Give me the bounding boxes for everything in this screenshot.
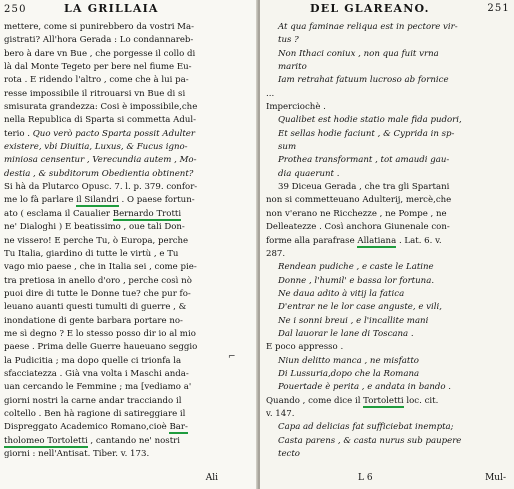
text-segment: Rendean pudiche , e caste le Latine xyxy=(278,262,434,273)
text-line xyxy=(266,101,510,114)
text-segment: tus ? xyxy=(278,35,299,46)
text-line xyxy=(266,34,510,47)
text-segment: mettere, come si punirebbero da vostri Ma- xyxy=(4,22,195,32)
text-line xyxy=(4,194,252,207)
text-segment: ato ( esclama il Caualier xyxy=(4,208,113,219)
text-line xyxy=(4,341,252,354)
text-segment: me lo fà parlare xyxy=(4,195,77,206)
text-segment: non si commetteuano Adulterij, mercè,che xyxy=(266,195,452,206)
text-segment: tra pretiosa in anello d'oro , perche così nò xyxy=(4,275,192,286)
text-segment: . O paese fortun- xyxy=(118,195,195,206)
text-segment: non v'erano ne Ricchezze , ne Pompe , ne xyxy=(266,208,447,219)
text-segment: At qua faminae reliqua est in pectore vir- xyxy=(278,22,458,32)
text-segment: Dal lauorar le lane di Toscana . xyxy=(278,328,414,339)
text-line xyxy=(266,221,510,234)
text-line xyxy=(4,381,252,394)
text-line xyxy=(266,395,510,408)
text-segment: Dispreggato Academico Romano,cioè xyxy=(4,422,170,433)
text-segment: sum xyxy=(278,142,297,153)
left-running-title: LA GRILLAIA xyxy=(64,2,159,15)
text-line xyxy=(4,275,252,288)
text-line xyxy=(4,301,252,314)
text-line xyxy=(266,341,510,354)
text-line xyxy=(4,114,252,127)
text-line xyxy=(266,248,510,261)
text-segment: v. 147. xyxy=(266,408,295,419)
text-line xyxy=(4,34,252,47)
text-segment: Non Ithaci coniux , non qua fuit vrna xyxy=(278,48,439,59)
text-line xyxy=(266,355,510,368)
text-segment: ne' Dialoghi ) E beatissimo , oue tali Don- xyxy=(4,222,185,233)
text-line xyxy=(266,448,510,461)
text-line xyxy=(4,221,252,234)
text-segment: bero à dare vn Bue , che porgesse il collo di xyxy=(4,48,196,59)
text-line xyxy=(4,355,252,368)
text-line xyxy=(4,154,252,167)
catchword: Mul- xyxy=(485,473,506,483)
text-segment: puoi dire di tutte le Donne tue? che pur fo- xyxy=(4,288,191,299)
text-line xyxy=(4,261,252,274)
text-segment: leuano auanti questi tumulti di guerre , & xyxy=(4,302,187,313)
text-segment: smisurata grandezza: Cosi è impossibile,che xyxy=(4,102,198,113)
text-line xyxy=(266,114,510,127)
text-segment: giorni : nell'Antisat. Tiber. v. 173. xyxy=(4,449,150,459)
text-segment: dia quaerunt . xyxy=(278,168,340,179)
text-segment: . Lat. 6. v. xyxy=(396,235,442,246)
text-segment: Ne daua adito à vitij la fatica xyxy=(278,288,405,299)
text-segment: vago mio paese , che in Italia sei , come pie- xyxy=(4,262,197,273)
text-segment: Niun delitto manca , ne misfatto xyxy=(278,355,419,366)
text-line xyxy=(266,368,510,381)
text-line xyxy=(266,48,510,61)
text-line xyxy=(4,408,252,421)
text-line xyxy=(266,141,510,154)
text-segment: paese . Prima delle Guerre haueuano seggio xyxy=(4,342,198,353)
text-line xyxy=(4,448,252,461)
text-line xyxy=(266,208,510,221)
text-segment: Tu Italia, giardino di tutte le virtù , e Tu xyxy=(4,248,179,259)
text-segment: uan cercando le Femmine ; ma [vediamo a' xyxy=(4,382,192,393)
text-line xyxy=(266,435,510,448)
text-line xyxy=(266,261,510,274)
text-segment: Si hà da Plutarco Opusc. 7. l. p. 379. confor- xyxy=(4,182,198,193)
text-segment: Casta parens , & casta nurus sub paupere xyxy=(278,435,462,446)
text-line xyxy=(266,288,510,301)
underlined-name: Allatiana xyxy=(357,235,397,246)
text-line xyxy=(266,421,510,434)
text-line xyxy=(4,328,252,341)
text-segment: marito xyxy=(278,62,307,73)
text-segment: rota . E ridendo l'altro , come che à lui pa- xyxy=(4,75,189,86)
text-line xyxy=(4,101,252,114)
right-page-text xyxy=(266,21,510,461)
text-segment: Quo verò pacto Sparta possit Adulter xyxy=(32,128,195,139)
text-segment: coltello . Ben hà ragione di satireggiare il xyxy=(4,408,186,419)
text-line xyxy=(266,154,510,167)
right-page-number: 251 xyxy=(487,3,510,14)
text-segment: , cantando ne' nostri xyxy=(87,435,181,446)
text-line xyxy=(266,128,510,141)
text-segment: Ne i sonni breui , e l'incallite mani xyxy=(278,315,429,326)
text-line xyxy=(266,235,510,248)
text-line xyxy=(4,208,252,221)
text-segment: Di Lussuria,dopo che la Romana xyxy=(278,368,420,379)
underlined-name: Bernardo Trotti xyxy=(112,208,182,219)
right-signature-mark: L 6 xyxy=(358,473,373,483)
text-line xyxy=(4,235,252,248)
text-segment: ... xyxy=(266,88,275,99)
text-segment: tecto xyxy=(278,449,300,459)
text-line xyxy=(4,141,252,154)
text-line xyxy=(4,435,252,448)
text-line xyxy=(266,275,510,288)
right-running-title: DEL GLAREANO. xyxy=(310,2,430,15)
text-segment: terio . xyxy=(4,128,33,139)
text-line xyxy=(266,381,510,394)
text-line xyxy=(266,194,510,207)
text-line xyxy=(266,168,510,181)
text-line xyxy=(4,88,252,101)
text-segment: D'entrar ne le lor case anguste, e vili, xyxy=(278,302,442,313)
text-segment: existere, vbi Diuitia, Luxus, & Fucus igno- xyxy=(4,142,188,153)
text-segment: loc. cit. xyxy=(403,395,439,406)
text-segment: Et sellas hodie faciunt , & Cyprida in sp- xyxy=(278,128,455,139)
text-segment: sfacciatezza . Già vna volta i Maschi anda- xyxy=(4,368,189,379)
underlined-name: Tortoletti xyxy=(363,395,404,406)
text-line xyxy=(4,74,252,87)
text-segment: inondatione di gente barbara portare no- xyxy=(4,315,183,326)
text-line xyxy=(266,61,510,74)
text-line xyxy=(266,315,510,328)
text-line xyxy=(4,315,252,328)
text-line xyxy=(4,128,252,141)
text-line xyxy=(266,21,510,34)
text-segment: resse impossibile il ritrouarsi vn Bue di si xyxy=(4,88,186,99)
left-page-header xyxy=(4,2,252,16)
text-segment: là dal Monte Tegeto per bere nel fiume Eu- xyxy=(4,62,192,73)
text-line xyxy=(4,368,252,381)
text-segment: me sì degno ? E lo stesso posso dir io al mio xyxy=(4,328,196,339)
text-line xyxy=(4,248,252,261)
right-page xyxy=(260,0,514,489)
underlined-name: il Silandri xyxy=(76,195,119,206)
text-segment: Quando , come dice il xyxy=(266,395,364,406)
text-segment: Imperciochè . xyxy=(266,102,326,113)
text-segment: destia , & subditorum Obedientia obtinent? xyxy=(4,168,194,179)
text-line xyxy=(266,301,510,314)
text-segment: E poco appresso . xyxy=(266,342,344,353)
text-segment: giorni nostri la carne andar tracciando il xyxy=(4,395,182,406)
text-line xyxy=(4,395,252,408)
underlined-name: tholomeo Tortoletti xyxy=(4,435,88,446)
text-segment: 287. xyxy=(266,248,286,259)
left-page-number: 250 xyxy=(4,4,27,15)
text-segment: Pouertade è perita , e andata in bando . xyxy=(278,382,451,393)
text-line xyxy=(266,88,510,101)
text-line xyxy=(4,421,252,434)
left-signature-mark: Ali xyxy=(205,473,218,483)
right-page-header xyxy=(266,2,510,16)
text-segment: la Pudicitia ; ma dopo quelle ci trionfa la xyxy=(4,355,182,366)
text-line xyxy=(4,181,252,194)
text-segment: Donne , l'humil' e bassa lor fortuna. xyxy=(278,275,435,286)
text-line xyxy=(266,328,510,341)
text-line xyxy=(266,74,510,87)
text-line xyxy=(4,288,252,301)
text-line xyxy=(266,408,510,421)
text-segment: Qualibet est hodie statio male fida pudori, xyxy=(278,115,462,126)
text-segment: gistrati? All'hora Gerada : Lo condannareb- xyxy=(4,35,194,46)
text-segment: Iam retrahat fatuum lucroso ab fornice xyxy=(278,75,449,86)
text-segment: Delleatezze . Così anchora Giunenale con- xyxy=(266,222,450,233)
text-line xyxy=(4,168,252,181)
margin-mark: ⌐ xyxy=(228,352,236,362)
text-segment: ne vissero! E perche Tu, ò Europa, perche xyxy=(4,235,189,246)
text-line xyxy=(266,181,510,194)
text-segment: Capa ad delicias fat sufficiebat inempta; xyxy=(278,422,454,433)
text-line xyxy=(4,61,252,74)
text-segment: Prothea transformant , tot amaudi gau- xyxy=(278,155,450,166)
text-segment: forme alla parafrase xyxy=(266,235,358,246)
text-line xyxy=(4,21,252,34)
text-segment: nella Republica di Sparta si commetta Adul- xyxy=(4,115,197,126)
text-line xyxy=(4,48,252,61)
left-page-text xyxy=(4,21,252,461)
text-segment: 39 Diceua Gerada , che tra gli Spartani xyxy=(278,182,450,193)
underlined-name: Bar- xyxy=(169,422,188,433)
text-segment: miniosa censentur , Verecundia autem , Mo- xyxy=(4,155,197,166)
